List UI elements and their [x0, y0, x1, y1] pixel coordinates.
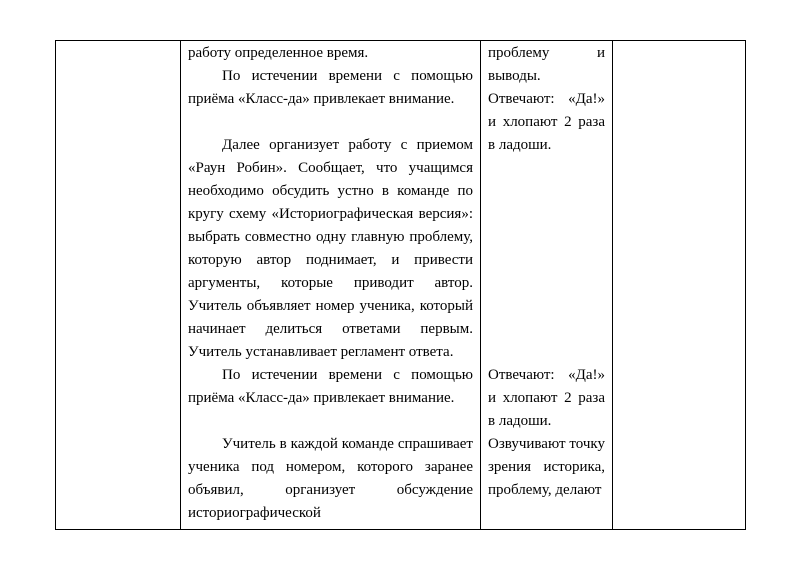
paragraph-teacher-asks: Учитель в каждой команде спрашивает ученика под номером, которого заранее объявил, организует обсуждение историографической	[188, 436, 473, 521]
cell-empty-right	[613, 41, 746, 530]
paragraph-klass-da-2: По истечении времени с помощью приёма «Класс-да» привлекает внимание.	[188, 367, 473, 406]
paragraph-continuation: работу определенное время.	[188, 45, 369, 61]
paragraph-answer-da-1: Отвечают: «Да!» и хлопают 2 раза в ладоши.	[488, 91, 605, 153]
cell-student-actions	[481, 41, 613, 530]
paragraph-problem-conclusions: проблему и выводы.	[488, 45, 605, 84]
blank-line	[188, 111, 473, 134]
cell-teacher-actions	[181, 41, 481, 530]
paragraph-voice-opinion: Озвучивают точку зрения историка, проблему, делают	[488, 436, 605, 498]
paragraph-raun-robin: Далее организует работу с приемом «Раун Робин». Сообщает, что учащимся необходимо обсудить устно в команде по кругу схему «Историографическая версия»: выбрать совместно одну главную проблему, которую автор поднимает, и привести аргументы, которые приводит автор. Учитель объявляет номер ученика, который начинает делиться ответами первым. Учитель устанавливает регламент ответа.	[188, 137, 473, 360]
table-row	[56, 41, 746, 530]
paragraph-answer-da-2: Отвечают: «Да!» и хлопают 2 раза в ладоши.	[488, 367, 605, 429]
vertical-gap	[488, 157, 605, 364]
blank-line	[188, 410, 473, 433]
cell-empty-left	[56, 41, 181, 530]
paragraph-klass-da-1: По истечении времени с помощью приёма «Класс-да» привлекает внимание.	[188, 68, 473, 107]
lesson-plan-table	[55, 40, 746, 530]
